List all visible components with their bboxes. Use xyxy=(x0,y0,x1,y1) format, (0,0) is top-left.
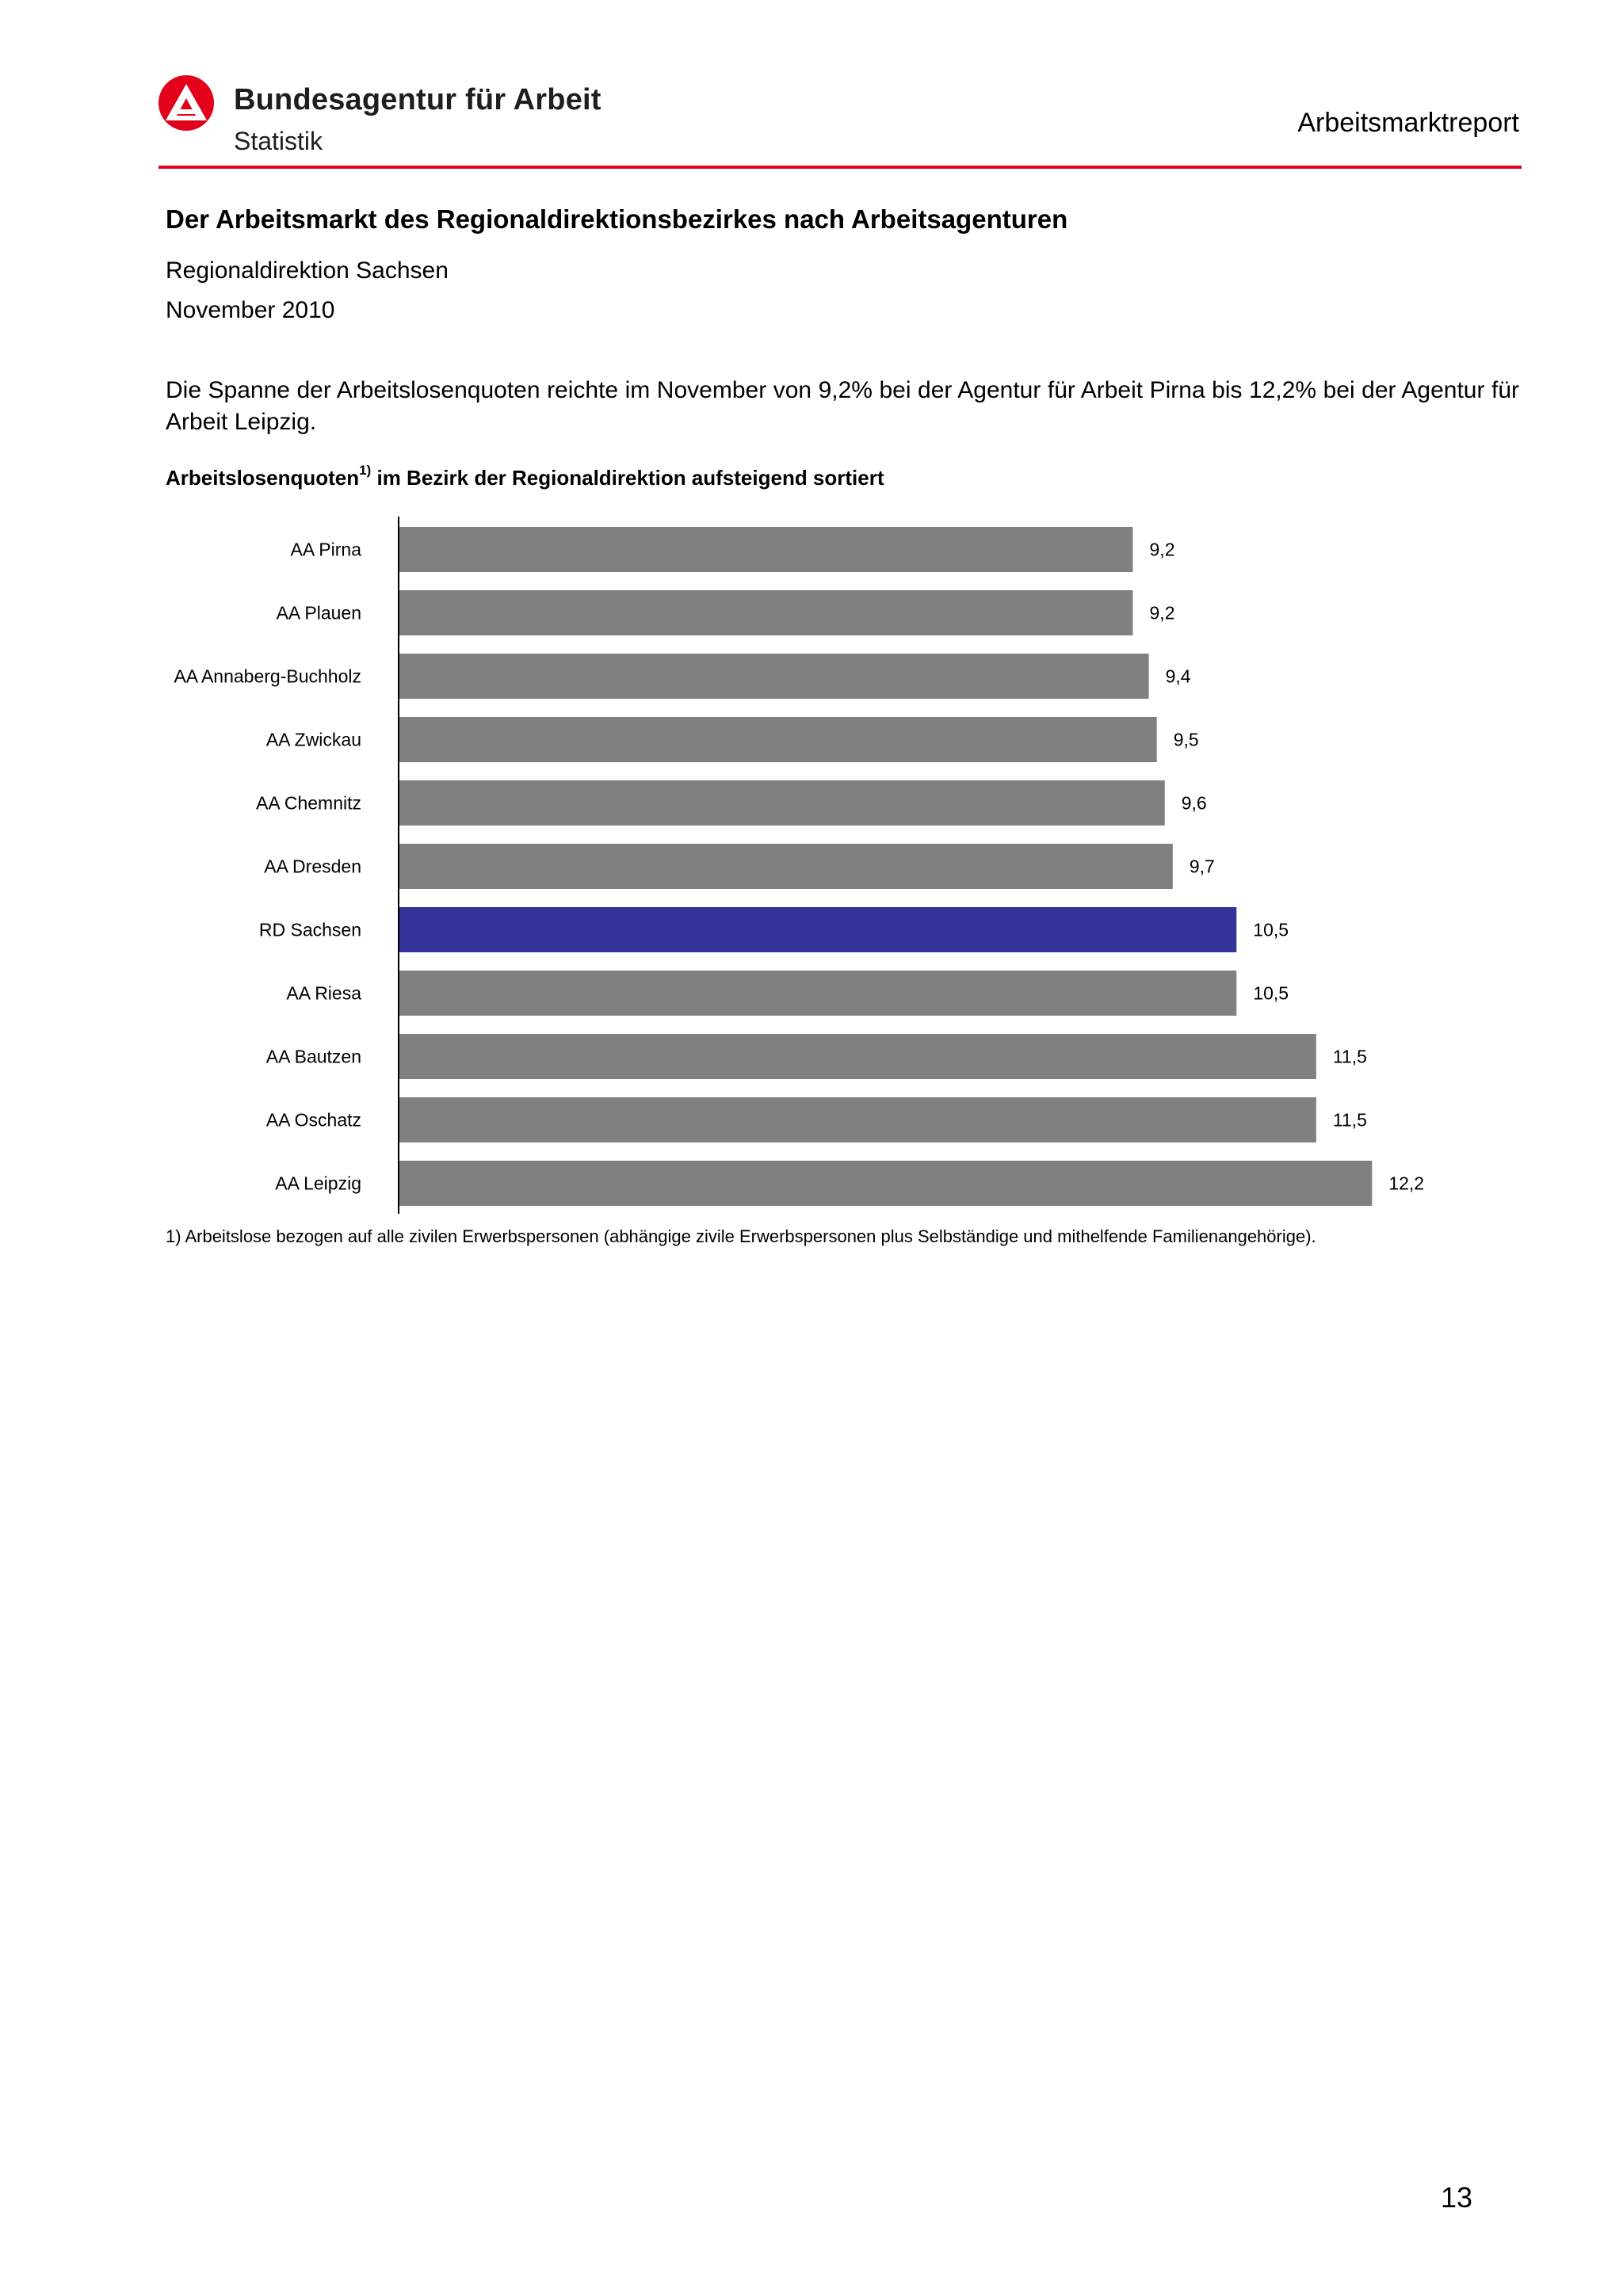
bar xyxy=(399,654,1149,699)
category-label: RD Sachsen xyxy=(258,919,361,940)
bar xyxy=(399,971,1236,1016)
value-label: 9,2 xyxy=(1149,602,1175,624)
bar xyxy=(399,717,1157,762)
org-subtitle: Statistik xyxy=(234,127,323,155)
bar-highlight xyxy=(399,907,1236,952)
bar xyxy=(399,590,1133,635)
chart-title-footnote-mark: 1) xyxy=(359,463,372,478)
month-label: November 2010 xyxy=(166,297,335,323)
category-label: AA Leipzig xyxy=(275,1173,361,1194)
category-label: AA Dresden xyxy=(264,856,361,877)
value-label: 9,6 xyxy=(1181,792,1207,814)
intro-paragraph: Die Spanne der Arbeitslosenquoten reichte im November von 9,2% bei der Agentur für Arbeit Pirna bis 12,2% bei der Agentur für Arbeit Leipzig. xyxy=(166,377,1519,435)
value-label: 12,2 xyxy=(1388,1173,1425,1194)
value-label: 9,7 xyxy=(1189,856,1215,877)
value-label: 10,5 xyxy=(1253,919,1289,940)
bar xyxy=(399,1034,1316,1079)
value-label: 11,5 xyxy=(1332,1046,1367,1067)
value-label: 9,4 xyxy=(1165,666,1191,687)
chart-title-rest: im Bezirk der Regionaldirektion aufsteigend sortiert xyxy=(371,466,884,490)
bar xyxy=(399,780,1165,826)
bar xyxy=(399,1097,1316,1142)
category-label: AA Annaberg-Buchholz xyxy=(174,666,361,687)
category-label: AA Oschatz xyxy=(265,1109,361,1131)
bar xyxy=(399,844,1173,889)
page-number: 13 xyxy=(1441,2181,1473,2214)
chart-footnote: 1) Arbeitslose bezogen auf alle zivilen Erwerbspersonen (abhängige zivile Erwerbspersonen plus Selbständige und mithelfende Familienangehörige). xyxy=(166,1226,1316,1246)
category-label: AA Chemnitz xyxy=(256,792,361,814)
bar xyxy=(399,1161,1372,1206)
org-name: Bundesagentur für Arbeit xyxy=(234,83,601,116)
category-label: AA Riesa xyxy=(286,982,361,1004)
region-label: Regionaldirektion Sachsen xyxy=(166,257,449,284)
category-label: AA Zwickau xyxy=(265,729,361,750)
value-label: 11,5 xyxy=(1332,1109,1367,1131)
bar xyxy=(399,527,1133,572)
value-label: 9,5 xyxy=(1173,729,1199,750)
page-title: Der Arbeitsmarkt des Regionaldirektionsbezirkes nach Arbeitsagenturen xyxy=(166,204,1068,234)
chart-title-main: Arbeitslosenquoten xyxy=(166,466,360,490)
category-label: AA Pirna xyxy=(290,539,361,560)
value-label: 10,5 xyxy=(1253,982,1289,1004)
category-label: AA Plauen xyxy=(276,602,361,624)
category-label: AA Bautzen xyxy=(265,1046,361,1067)
report-label: Arbeitsmarktreport xyxy=(1297,108,1519,138)
value-label: 9,2 xyxy=(1149,539,1175,560)
